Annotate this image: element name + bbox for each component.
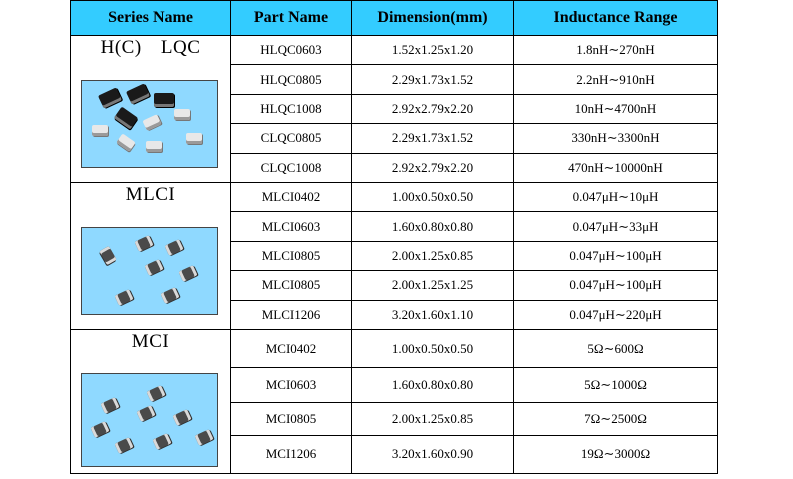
header-row	[71, 1, 718, 36]
inductance-range-cell: 1.8nH∼270nH	[514, 36, 718, 65]
inductance-range-cell: 10nH∼4700nH	[514, 94, 718, 123]
part-name-cell: MLCI0805	[231, 241, 352, 270]
hlqc-clqc-chip-inductors-photo	[81, 80, 218, 168]
mci-chip-inductors-photo	[81, 373, 218, 467]
part-name-cell: MLCI0805	[231, 271, 352, 300]
dimension-cell: 3.20x1.60x1.10	[352, 300, 514, 329]
dimension-cell: 2.92x2.79x2.20	[352, 153, 514, 182]
table-row	[71, 330, 718, 368]
dimension-cell: 2.00x1.25x1.25	[352, 271, 514, 300]
part-name-cell: HLQC0805	[231, 65, 352, 94]
inductance-range-cell: 0.047μH∼220μH	[514, 300, 718, 329]
dimension-cell: 3.20x1.60x0.90	[352, 435, 514, 473]
dimension-cell: 1.60x0.80x0.80	[352, 212, 514, 241]
inductance-range-cell: 5Ω∼600Ω	[514, 330, 718, 368]
part-name-cell: MLCI0603	[231, 212, 352, 241]
series-name: H(C) LQC	[100, 37, 201, 58]
series-name: MCI	[131, 331, 170, 352]
inductance-range-cell: 0.047μH∼33μH	[514, 212, 718, 241]
inductance-range-cell: 5Ω∼1000Ω	[514, 368, 718, 403]
header-series-name: Series Name	[71, 1, 231, 36]
part-name-cell: MCI1206	[231, 435, 352, 473]
dimension-cell: 1.00x0.50x0.50	[352, 330, 514, 368]
inductance-range-cell: 0.047μH∼10μH	[514, 183, 718, 212]
part-name-cell: CLQC1008	[231, 153, 352, 182]
dimension-cell: 2.92x2.79x2.20	[352, 94, 514, 123]
inductance-range-cell: 470nH∼10000nH	[514, 153, 718, 182]
series-cell-hclqc	[71, 36, 231, 183]
inductance-range-cell: 7Ω∼2500Ω	[514, 403, 718, 436]
inductance-range-cell: 0.047μH∼100μH	[514, 241, 718, 270]
table-row	[71, 183, 718, 212]
part-name-cell: MLCI0402	[231, 183, 352, 212]
inductance-range-cell: 2.2nH∼910nH	[514, 65, 718, 94]
dimension-cell: 2.29x1.73x1.52	[352, 124, 514, 153]
series-cell-mlci	[71, 183, 231, 330]
part-name-cell: MCI0603	[231, 368, 352, 403]
dimension-cell: 1.60x0.80x0.80	[352, 368, 514, 403]
part-name-cell: MCI0805	[231, 403, 352, 436]
inductance-range-cell: 19Ω∼3000Ω	[514, 435, 718, 473]
part-name-cell: HLQC0603	[231, 36, 352, 65]
header-inductance-range: Inductance Range	[514, 1, 718, 36]
dimension-cell: 1.52x1.25x1.20	[352, 36, 514, 65]
dimension-cell: 2.00x1.25x0.85	[352, 241, 514, 270]
dimension-cell: 2.29x1.73x1.52	[352, 65, 514, 94]
part-name-cell: MCI0402	[231, 330, 352, 368]
part-name-cell: CLQC0805	[231, 124, 352, 153]
header-part-name: Part Name	[231, 1, 352, 36]
inductance-range-cell: 0.047μH∼100μH	[514, 271, 718, 300]
header-dimension: Dimension(mm)	[352, 1, 514, 36]
product-spec-table	[70, 0, 718, 474]
mlci-chip-inductors-photo	[81, 227, 218, 315]
table-row	[71, 36, 718, 65]
dimension-cell: 1.00x0.50x0.50	[352, 183, 514, 212]
series-cell-mci	[71, 330, 231, 474]
series-name: MLCI	[125, 184, 176, 205]
part-name-cell: MLCI1206	[231, 300, 352, 329]
part-name-cell: HLQC1008	[231, 94, 352, 123]
inductance-range-cell: 330nH∼3300nH	[514, 124, 718, 153]
dimension-cell: 2.00x1.25x0.85	[352, 403, 514, 436]
